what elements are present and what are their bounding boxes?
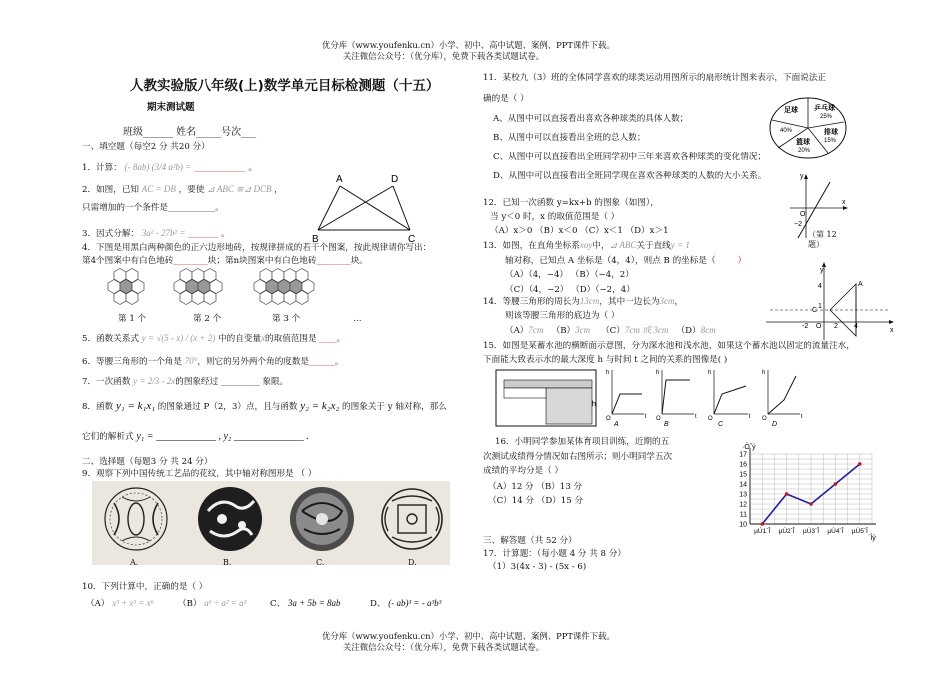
question-1 (82, 162, 257, 173)
q12-line1: 12．已知一次函数 y=kx+b 的图象（如图）， (483, 198, 659, 208)
q13-tick-m2: -2 (802, 323, 809, 330)
q9-label-a[interactable]: A. (130, 558, 139, 567)
q2-math2: ⊿ ABC ≌⊿ DCB (207, 184, 272, 194)
q12-axis-o: O (800, 211, 806, 218)
q11-line1: 11．某校九（3）班的全体同学喜欢的球类运动用图所示的扇形统计图来表示，下面说法正 (483, 73, 826, 83)
chart-y-ticks (739, 452, 747, 529)
q15-o-b: O (656, 416, 661, 422)
q8-text-1: 8．函数 (82, 402, 114, 412)
q15-label-c: C (718, 421, 724, 428)
hex-pattern-1 (108, 269, 144, 305)
q13-line2-end: ） (737, 256, 747, 266)
q14-text-a: 14．等腰三角形的周长为 (483, 297, 580, 307)
q13-label-c: C (812, 307, 818, 314)
section3-heading: 三、解答题（共 52 分） (483, 536, 577, 546)
q13-math-1: xoy (579, 240, 593, 250)
q14-option-a-math: 7cm (528, 325, 544, 335)
q10-option-b-label: （B） (178, 599, 202, 609)
q7-text: 7．一次函数 (82, 377, 131, 387)
q5-var: x (261, 333, 266, 343)
pie-label-football: 足球 (784, 107, 798, 114)
q15-line2: 下面能大致表示水的最大深度 h 与时间 t 之间的关系的图像是( ) (483, 355, 728, 365)
q6-math: 70° (184, 356, 198, 366)
pie-label-volleyball: 排球 (824, 129, 838, 136)
q10-option-b[interactable] (178, 598, 246, 609)
hex-pattern-2 (174, 269, 222, 305)
q8-math-1: y₁ = k₁x₁ (115, 400, 156, 412)
data-point (809, 502, 813, 506)
q6-text: 6．等腰三角形的一个角是 (82, 357, 182, 367)
q6-period: 。 (334, 357, 344, 367)
q10-option-c-label: C、 (270, 599, 286, 609)
q13-text-c: 关于直线 (636, 241, 671, 251)
section1-heading: 一、填空题（每空2 分 共20 分） (82, 142, 210, 152)
data-point (834, 482, 838, 486)
q14-option-c-label: （C） (601, 326, 625, 336)
pie-label-pingpong: 乒乓球 (814, 105, 835, 112)
q9-label-d[interactable]: D. (408, 558, 417, 567)
q3-blank[interactable]: _______ (188, 229, 219, 239)
q16-options-1[interactable]: （A）12 分 （B）13 分 (488, 482, 583, 492)
y-tick-label: 17 (739, 451, 747, 459)
q14-line2: 则该等腰三角形的底边为（ ） (505, 311, 620, 321)
q16-line3: 成绩的平均分是（ ） (483, 466, 564, 476)
q12-axis-x: x (842, 199, 846, 206)
q10-option-a-label: （A） (86, 599, 110, 609)
pie-pct-volleyball: 15% (824, 138, 837, 144)
q4-text-a: 第4个图案中有白色地砖 (82, 256, 174, 266)
q4-line1: 4．下图是用黑白两种颜色的正六边形地砖，按规律拼成的若干个图案，按此规律请你写出： (82, 243, 432, 253)
q10-option-a[interactable] (86, 598, 154, 609)
question-10: 10．下列计算中，正确的是（ ） (82, 582, 208, 592)
q14-math-1: 13cm (579, 296, 600, 306)
q2-text: 2．如图，已知 (82, 185, 140, 195)
q16-score-line-chart (712, 440, 884, 552)
q1-blank[interactable]: ____________ (194, 163, 246, 173)
q7-tail: 象限。 (262, 377, 289, 387)
q14-option-a-label: （A） (505, 326, 529, 336)
q13-axis-o: O (816, 323, 822, 330)
q8-text-2: 的图象通过 P（2，3）点，且与函数 (157, 402, 298, 412)
exam-subtitle: 期末测试题 (147, 102, 195, 113)
q4-blank-1[interactable]: ________ (173, 256, 208, 266)
q10-option-c-math: 3a + 5b = 8ab (287, 598, 341, 608)
q9-paren[interactable]: （ ） (296, 469, 317, 479)
q15-line1: 15．如图是某蓄水池的横断面示意图，分为深水池和浅水池，如果这个蓄水池以固定的流量注水， (483, 341, 855, 351)
q4-text-c: 块。 (350, 256, 369, 266)
pie-pct-other: 40% (780, 128, 793, 134)
q15-h-c: h (708, 370, 712, 376)
header-line-1: 优分库（www.youfenku.cn）小学、初中、高中试题、案例、PPT课件下载。 (322, 40, 615, 50)
q4-caption-3: 第 3 个 (272, 314, 301, 324)
q15-t-b: t (695, 414, 697, 420)
y-tick-label: 10 (739, 521, 747, 529)
question-2 (82, 184, 283, 195)
q14-option-b-math: 3cm (575, 325, 591, 335)
q15-label-b: B (664, 421, 669, 428)
q3-text: 3．因式分解： (82, 229, 140, 239)
q16-options-2[interactable]: （C）14 分 （D）15 分 (488, 496, 584, 506)
q14-option-b-label: （B） (551, 326, 576, 336)
q8-line2-text: 它们的解析式 (82, 432, 134, 442)
ornament-c (290, 487, 354, 551)
q13-axis-x: x (890, 327, 894, 334)
q13-options-1[interactable]: （A）（4，−4） （B）（−4，2） (505, 270, 634, 280)
edge-dc (393, 186, 410, 230)
question-7 (82, 376, 288, 387)
x-tick-label: µÚ3´Î (802, 528, 820, 535)
section2-heading: 二、选择题（每题3 分 共 24 分） (82, 457, 213, 467)
q10-option-d-math: (- ab)³ = - a³b³ (388, 598, 442, 608)
label-c: C (408, 234, 416, 244)
q15-t-a: t (645, 414, 647, 420)
chart-y-axis-label: ·Ö˝ý (742, 444, 756, 451)
q10-option-c[interactable] (270, 598, 341, 609)
q13-label-a: A (858, 281, 863, 288)
q15-h-d: h (762, 370, 766, 376)
edge-ac (340, 186, 410, 230)
q8-line2 (82, 431, 309, 443)
q15-h-a: h (606, 370, 610, 376)
chart-x-categories (754, 526, 868, 535)
q4-caption-ellipsis: … (353, 314, 362, 324)
q15-label-a: A (614, 421, 619, 428)
q17-line2: （1）3(4x - 3) - (5x - 6) (488, 562, 587, 572)
question-8 (82, 400, 447, 413)
label-a: A (336, 174, 343, 185)
q9-label-b[interactable]: B. (223, 558, 232, 567)
question-9 (82, 469, 316, 479)
q14-option-d-math: 8cm (700, 325, 716, 335)
ornament-b (198, 487, 262, 551)
q7-math: y = 2/3 - 2x (133, 376, 176, 386)
q11-option-d[interactable]: D、从图中可以直接看出全班同学现在喜欢各种球类的人数的大小关系。 (493, 171, 767, 181)
q10-option-d-label: D、 (370, 599, 386, 609)
q13-tick-2: 2 (834, 323, 838, 330)
q6-blank[interactable]: ______ (309, 357, 335, 367)
q1-text: 1．计算： (82, 163, 122, 173)
q15-pool-diagram (496, 370, 596, 426)
q14-option-d-label: （D） (676, 326, 701, 336)
q15-graph-c (714, 370, 748, 414)
pie-pct-pingpong: 25% (820, 114, 833, 120)
q11-option-b[interactable]: B、从图中可以直接看出全班的总人数； (493, 133, 646, 143)
q13-graph (764, 262, 898, 344)
q11-option-a[interactable]: A、从图中可以直接看出喜欢各种球类的具体人数； (493, 114, 689, 124)
pie-label-basketball: 篮球 (796, 139, 810, 146)
q15-graph-a (612, 370, 644, 414)
q10-option-b-math: a⁶ ÷ a² = a³ (204, 598, 247, 608)
q2-triangle-figure (310, 172, 420, 244)
y-tick-label: 14 (739, 481, 747, 489)
q8-text-3: 的图象关于 y 轴对称，那么 (342, 402, 447, 412)
x-tick-label: µÚ2´Î (778, 528, 795, 535)
q14-line1 (483, 296, 683, 307)
q1-math: (- 8ab) (3/4 a²b) = (124, 162, 192, 172)
q12-axis-y: y (800, 173, 804, 180)
q17-line1: 17．计算题：（每小题 4 分 共 8 分） (483, 549, 626, 559)
q11-pie-chart (768, 96, 854, 160)
x-tick-label: µÚ1´Î (754, 528, 771, 535)
hex-pattern-3 (254, 269, 314, 305)
q14-math-2: 3cm (659, 296, 675, 306)
chart-grid (750, 448, 876, 524)
label-b: B (312, 234, 319, 244)
q15-o-a: O (606, 416, 611, 422)
header-line-2: 关注微信公众号：（优分库），免费下载各类试题试卷。 (343, 51, 544, 61)
q9-ornament-images (92, 481, 450, 565)
q13-line2 (505, 256, 746, 266)
q2-mid: ，要使 (178, 185, 205, 195)
q13-text-b: 中， (592, 241, 610, 251)
q13-options-2[interactable]: （C）（4，−2） （D）（−2，4） (505, 285, 635, 295)
q10-option-a-math: x³ + x³ = x⁶ (112, 598, 154, 608)
q15-t-c: t (749, 414, 751, 420)
q4-caption-2: 第 2 个 (193, 314, 222, 324)
question-3 (82, 228, 230, 239)
q5-text: 5．函数关系式 (82, 334, 140, 344)
q4-blank-2[interactable]: ________ (316, 256, 351, 266)
student-info: 班级______ 姓名_____号次___ (123, 127, 257, 138)
q15-pool-h: h (592, 401, 596, 408)
q13-line1 (483, 240, 690, 251)
q14-option-c-math: 7cm 或 3cm (624, 325, 669, 335)
q7-end: 的图象经过 (175, 377, 219, 387)
q12-axis-m2: −2 (794, 221, 802, 228)
y-tick-label: 16 (739, 461, 747, 469)
q16-line2: 次测试成绩得分情况如右图所示；则小明同学五次 (483, 452, 673, 462)
q13-line2-text: 轴对称，已知点 A 坐标是（4，4），则点 B 的坐标是（ (505, 256, 716, 266)
q11-option-c[interactable]: C、从图中可以直接看出全班同学初中三年来喜欢各种球类的变化情况； (493, 152, 766, 162)
q5-period: 。 (336, 334, 346, 344)
q14-text-c: ， (674, 297, 684, 307)
q12-options[interactable]: （A）x＞0 （B）x＜0 （C）x＜1 （D）x＞1 (490, 226, 669, 236)
q2-math1: AC = DB (141, 184, 176, 194)
q12-caption: （第 12 题） (808, 230, 837, 249)
q4-line2 (82, 256, 368, 266)
footer-line-1: 优分库（www.youfenku.cn）小学、初中、高中试题、案例、PPT课件下载。 (322, 631, 615, 641)
q5-math: y = √(5 - x) / (x + 2) (141, 333, 216, 343)
q15-graph-b (662, 370, 694, 414)
pie-pct-basketball: 20% (798, 148, 811, 154)
q3-end: 。 (221, 229, 230, 239)
q9-label-c[interactable]: C. (316, 558, 325, 567)
data-point (760, 522, 764, 526)
q15-label-d: D (772, 421, 778, 428)
exam-title: 人教实验版八年级(上)数学单元目标检测题（十五） (130, 78, 440, 94)
q11-line2: 确的是（ ） (483, 94, 529, 104)
q5-mid: 中的自变量 (218, 334, 262, 344)
q8-math-2: y₂ = k₂x₂ (300, 400, 340, 412)
q13-tick-4: 4 (818, 283, 822, 290)
q14-options[interactable] (505, 325, 716, 336)
q13-tick-1: 1 (818, 303, 822, 310)
q15-o-c: O (708, 416, 713, 422)
q8-math-3[interactable]: y₁ = ____________ , y₂ ______________ . (136, 431, 309, 442)
question-5 (82, 333, 345, 344)
q4-text-b: 块；第n块图案中有白色地砖 (207, 256, 317, 266)
data-point (858, 462, 862, 466)
q15-pool-and-graphs (494, 366, 834, 428)
y-tick-label: 11 (739, 511, 747, 519)
q6-end: ，则它的另外两个角的度数是 (197, 357, 310, 367)
q3-math: 3a² - 27b² = (141, 228, 186, 238)
q15-t-d: t (801, 414, 803, 420)
q2-line2: 只需增加的一个条件是___________。 (82, 203, 224, 213)
y-tick-label: 15 (739, 471, 747, 479)
q10-option-d[interactable] (370, 598, 441, 609)
data-point (785, 492, 789, 496)
q2-end: ， (274, 185, 283, 195)
y-tick-label: 13 (739, 491, 747, 499)
q13-text-a: 13．如图，在直角坐标系 (483, 241, 580, 251)
question-6 (82, 356, 343, 367)
q15-h-b: h (656, 370, 660, 376)
y-tick-label: 12 (739, 501, 747, 509)
q14-text-b: ，其中一边长为 (599, 297, 660, 307)
q13-math-3: y = 1 (670, 240, 690, 250)
q12-line2: 当 y＜0 时，x 的取值范围是（ ） (490, 212, 620, 222)
q5-blank[interactable]: ____ (319, 334, 337, 344)
q16-line1: 16．小明同学参加某体育项目训练，近期的五 (495, 437, 670, 447)
q9-text: 9．观察下列中国传统工艺品的花纹，其中轴对称图形是 (82, 469, 294, 479)
chart-x-axis-label: ´Îý (868, 535, 876, 542)
q4-caption-1: 第 1 个 (118, 314, 147, 324)
q13-axis-y: y (820, 267, 824, 274)
q1-end: 。 (248, 163, 257, 173)
x-tick-label: µÚ5´Î (851, 528, 868, 535)
footer-line-2: 关注微信公众号：（优分库），免费下载各类试题试卷。 (343, 642, 544, 652)
q13-math-2: ⊿ ABC (609, 240, 637, 250)
q4-hexagon-patterns (100, 268, 340, 312)
x-tick-label: µÚ4´Î (827, 528, 844, 535)
q15-graph-d (768, 370, 800, 414)
q5-end: 的取值范围是 (265, 334, 317, 344)
q7-blank[interactable]: _________ (220, 377, 260, 387)
label-d: D (391, 174, 399, 185)
q15-o-d: O (762, 416, 767, 422)
q13-tick-4x: 4 (854, 323, 858, 330)
